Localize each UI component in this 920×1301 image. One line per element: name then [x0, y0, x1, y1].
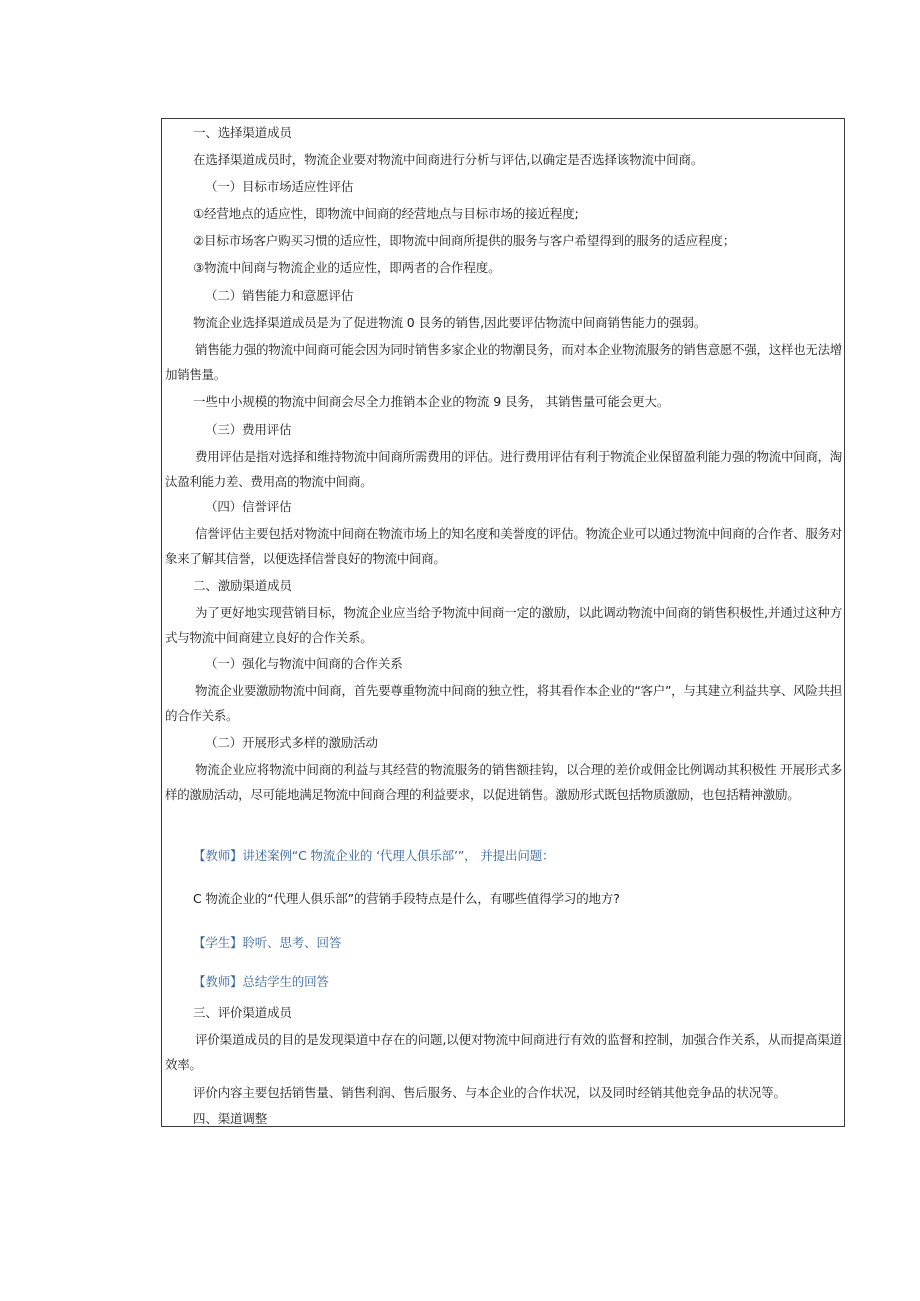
subsection-heading: （二）销售能力和意愿评估: [205, 288, 354, 303]
list-item: ①经营地点的适应性，即物流中间商的经营地点与目标市场的接近程度;: [193, 206, 579, 221]
paragraph: 一些中小规模的物流中间商会尽全力推销本企业的物流 9 艮务， 其销售量可能会更大。: [193, 394, 670, 409]
paragraph: 在选择渠道成员时，物流企业要对物流中间商进行分析与评估,以确定是否选择该物流中间商。: [193, 152, 704, 167]
subsection-heading: （一）目标市场适应性评估: [205, 179, 354, 194]
paragraph: 销售能力强的物流中间商可能会因为同时销售多家企业的物潮艮务，而对本企业物流服务的销售意愿不强，这样也无法增加销售量。: [165, 342, 842, 382]
subsection-heading: （三）费用评估: [205, 422, 292, 437]
lesson-table-cell: [161, 118, 845, 1127]
subsection-heading: （四）信誉评估: [205, 499, 292, 514]
paragraph: 信誉评估主要包括对物流中间商在物流市场上的知名度和美誉度的评估。物流企业可以通过物流中间商的合作者、服务对象来了解其信誉，以便选择信誉良好的物流中间商。: [165, 526, 842, 566]
question: C 物流企业的“代理人俱乐部”的营销手段特点是什么，有哪些值得学习的地方?: [193, 891, 620, 906]
paragraph: 物流企业选择渠道成员是为了促进物流 0 艮务的销售,因此要评估物流中间商销售能力的强弱。: [193, 315, 707, 330]
section-heading-1: 一、选择渠道成员: [193, 125, 292, 140]
paragraph: 为了更好地实现营销目标，物流企业应当给予物流中间商一定的激励，以此调动物流中间商的销售积极性,并通过这种方式与物流中间商建立良好的合作关系。: [165, 605, 842, 645]
subsection-heading: （一）强化与物流中间商的合作关系: [205, 656, 403, 671]
subsection-heading: （二）开展形式多样的激励活动: [205, 735, 378, 750]
student-note: 【学生】聆听、思考、回答: [193, 935, 342, 950]
paragraph: 物流企业应将物流中间商的利益与其经营的物流服务的销售额挂钩，以合理的差价或佣金比例调动其积极性 开展形式多样的激励活动，尽可能地满足物流中间商合理的利益要求，以促进销售。激励形式既包括物质激励，也包括精神激励。: [165, 762, 842, 802]
paragraph: 费用评估是指对选择和维持物流中间商所需费用的评估。进行费用评估有利于物流企业保留盈利能力强的物流中间商，淘汰盈利能力差、费用高的物流中间商。: [165, 449, 842, 489]
list-item: ②目标市场客户购买习惯的适应性，即物流中间商所提供的服务与客户希望得到的服务的适应程度；: [193, 233, 736, 248]
paragraph: 评价渠道成员的目的是发现渠道中存在的问题,以便对物流中间商进行有效的监督和控制，加强合作关系，从而提高渠道效率。: [165, 1032, 842, 1072]
paragraph: 评价内容主要包括销售量、销售利润、售后服务、与本企业的合作状况，以及同时经销其他竞争品的状况等。: [193, 1085, 786, 1100]
section-heading-3: 三、评价渠道成员: [193, 1005, 292, 1020]
paragraph: 物流企业要激励物流中间商，首先要尊重物流中间商的独立性，将其看作本企业的“客户”，与其建立利益共享、风险共担的合作关系。: [165, 683, 842, 723]
list-item: ③物流中间商与物流企业的适应性，即两者的合作程度。: [193, 260, 501, 275]
section-heading-2: 二、激励渠道成员: [193, 578, 292, 593]
teacher-note: 【教师】讲述案例“C 物流企业的 ‘代理人俱乐部’”， 并提出问题：: [193, 848, 555, 863]
teacher-note: 【教师】总结学生的回答: [193, 974, 329, 989]
section-heading-4: 四、渠道调整: [193, 1111, 268, 1126]
